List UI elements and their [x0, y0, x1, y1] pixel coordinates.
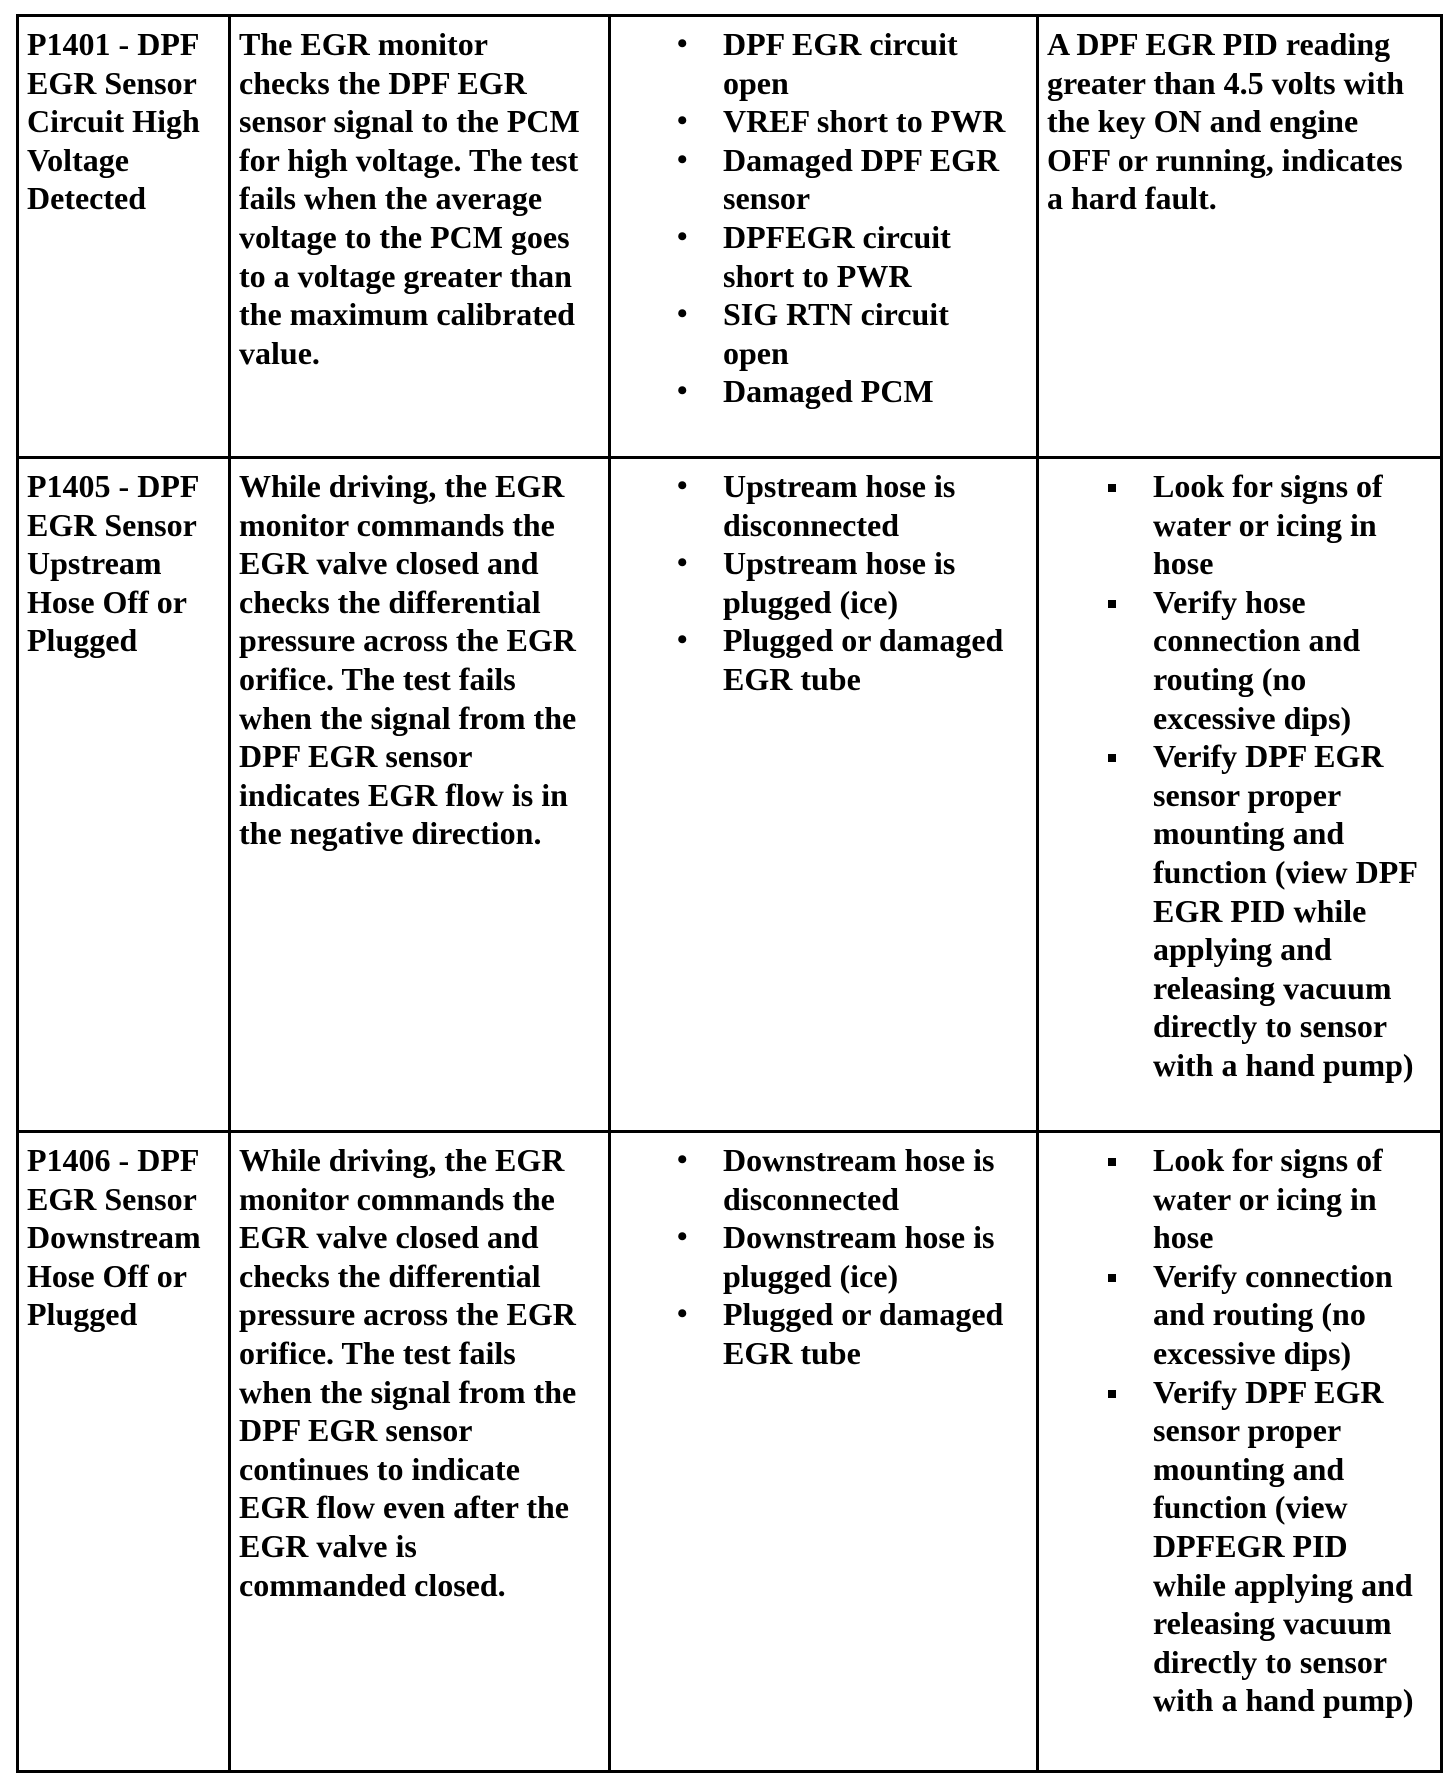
table-row-p1405 — [18, 458, 1442, 1132]
causes-cell — [610, 16, 1038, 458]
cause-item: • SIG RTN circuit open — [619, 295, 1030, 372]
dtc-code-cell — [18, 458, 230, 1132]
cause-item: • Downstream hose is plugged (ice) — [619, 1218, 1030, 1295]
causes-cell — [610, 458, 1038, 1132]
diagnostic-step: Verify DPF EGR sensor proper mounting and function (view DPF EGR PID while applying and releasing vacuum directly to sensor with a hand pump) — [1047, 737, 1434, 1084]
cause-item: • Upstream hose is disconnected — [619, 467, 1030, 544]
diagnostic-aid-cell — [1038, 16, 1442, 458]
cause-item: • Downstream hose is disconnected — [619, 1141, 1030, 1218]
monitor-description: While driving, the EGR monitor commands the EGR valve closed and checks the differential pressure across the EGR orifice. The test fails when the signal from the DPF EGR sensor indicates EGR flow is in the negative direction. — [239, 468, 577, 852]
possible-causes-list — [619, 25, 1030, 411]
dtc-code-cell — [18, 1132, 230, 1772]
cause-item: • DPF EGR circuit open — [619, 25, 1030, 102]
dtc-code: P1406 - DPF EGR Sensor Downstream Hose Off or Plugged — [27, 1142, 201, 1333]
diagnostic-step: Verify connection and routing (no excessive dips) — [1047, 1257, 1434, 1373]
causes-cell — [610, 1132, 1038, 1772]
cause-item: • Plugged or damaged EGR tube — [619, 1295, 1030, 1372]
table-row-p1406 — [18, 1132, 1442, 1772]
dtc-code: P1401 - DPF EGR Sensor Circuit High Voltage Detected — [27, 26, 200, 217]
diagnostic-table — [16, 14, 1443, 1773]
cause-item: • Damaged DPF EGR sensor — [619, 141, 1030, 218]
diagnostic-step: Look for signs of water or icing in hose — [1047, 1141, 1434, 1257]
description-cell — [230, 458, 610, 1132]
diagnostic-steps-list — [1047, 467, 1434, 1085]
monitor-description: The EGR monitor checks the DPF EGR sensor signal to the PCM for high voltage. The test fails when the average voltage to the PCM goes to a voltage greater than the maximum calibrated value. — [239, 26, 580, 371]
cause-item: • Damaged PCM — [619, 372, 1030, 411]
diagnostic-aid-cell — [1038, 458, 1442, 1132]
diagnostic-aid-cell — [1038, 1132, 1442, 1772]
description-cell — [230, 16, 610, 458]
diagnostic-step: Verify hose connection and routing (no excessive dips) — [1047, 583, 1434, 737]
possible-causes-list — [619, 1141, 1030, 1373]
description-cell — [230, 1132, 610, 1772]
table-row-p1401 — [18, 16, 1442, 458]
diagnostic-step: Verify DPF EGR sensor proper mounting and function (view DPFEGR PID while applying and releasing vacuum directly to sensor with a hand pump) — [1047, 1373, 1434, 1720]
diagnostic-aid-text: A DPF EGR PID reading greater than 4.5 volts with the key ON and engine OFF or running, indicates a hard fault. — [1047, 26, 1405, 217]
diagnostic-step: Look for signs of water or icing in hose — [1047, 467, 1434, 583]
diagnostic-steps-list — [1047, 1141, 1434, 1720]
cause-item: • Plugged or damaged EGR tube — [619, 621, 1030, 698]
cause-item: • Upstream hose is plugged (ice) — [619, 544, 1030, 621]
dtc-code-cell — [18, 16, 230, 458]
possible-causes-list — [619, 467, 1030, 699]
cause-item: • DPFEGR circuit short to PWR — [619, 218, 1030, 295]
dtc-code: P1405 - DPF EGR Sensor Upstream Hose Off or Plugged — [27, 468, 200, 659]
monitor-description: While driving, the EGR monitor commands the EGR valve closed and checks the differential pressure across the EGR orifice. The test fails when the signal from the DPF EGR sensor continues to indicate EGR flow even after the EGR valve is commanded closed. — [239, 1142, 577, 1603]
cause-item: • VREF short to PWR — [619, 102, 1030, 141]
